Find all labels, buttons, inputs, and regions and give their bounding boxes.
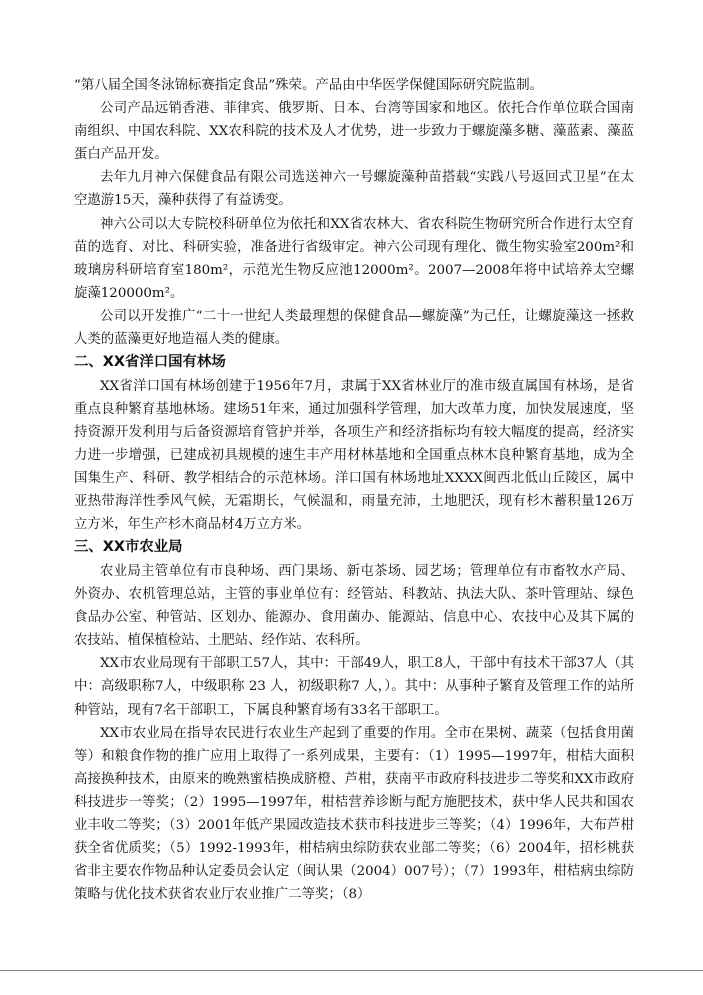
paragraph: XX省洋口国有林场创建于1956年7月，隶属于XX省林业厅的准市级直属国有林场，是省重点良种繁育基地林场。建场51年来，通过加强科学管理，加大改革力度，加快发展速度，坚持资源开发利用与后备资源培育管护并举，各项生产和经济指标均有较大幅度的提高，经济实力进一步增强，已建成初具规模的速生丰产用材林基地和全国重点林木良种繁育基地，成为全国集生产、科研、教学相结合的示范林场。洋口国有林场地址XXXX闽西北低山丘陵区，属中亚热带海洋性季风气候，无霜期长，气候温和，雨量充沛，土地肥沃，现有杉木蓄积量126万立方米，年生产杉木商品材4万立方米。: [74, 378, 634, 533]
paragraph: 神六公司以大专院校科研单位为依托和XX省农林大、省农科院生物研究所合作进行太空育苗的选育、对比、科研实验，准备进行省级审定。神六公司现有理化、微生物实验室200m²和玻璃房科研培育室180m²，示范光生物反应池12000m²。2007—2008年将中试培养太空螺旋藻120000m²。: [74, 216, 634, 301]
page-bottom-divider: [0, 970, 703, 971]
paragraph: XX市农业局在指导农民进行农业生产起到了重要的作用。全市在果树、蔬菜（包括食用菌等）和粮食作物的推广应用上取得了一系列成果，主要有：（1）1995—1997年，柑桔大面积高接换种技术，由原来的晚熟蜜桔换成脐橙、芦柑，获南平市政府科技进步二等奖和XX市政府科技进步一等奖；（2）1995—1997年，柑桔营养诊断与配方施肥技术，获中华人民共和国农业丰收二等奖；（3）2001年低产果园改造技术获市科技进步三等奖；（4）1996年，大布芦柑获全省优质奖；（5）1992-1993年，柑桔病虫综防获农业部二等奖；（6）2004年，招杉桃获省非主要农作物品种认定委员会认定（闽认果（2004）007号）；（7）1993年，柑桔病虫综防策略与优化技术获省农业厅农业推广二等奖；（8）: [74, 725, 634, 903]
document-body: [74, 74, 634, 906]
paragraph: 农业局主管单位有市良种场、西门果场、新屯茶场、园艺场；管理单位有市畜牧水产局、外资办、农机管理总站，主管的事业单位有：经管站、科教站、执法大队、茶叶管理站、绿色食品办公室、种管站、区划办、能源办、食用菌办、能源站、信息中心、农技中心及其下属的农技站、植保植检站、土肥站、经作站、农科所。: [74, 563, 634, 649]
section-heading-agriculture-bureau: 三、XX市农业局: [74, 539, 183, 556]
paragraph: 去年九月神六保健食品有限公司选送神六一号螺旋藻种苗搭载“实践八号返回式卫星”在太空遨游15天，藻种获得了有益诱变。: [74, 170, 634, 209]
paragraph: 公司产品远销香港、菲律宾、俄罗斯、日本、台湾等国家和地区。依托合作单位联合国南南组织、中国农科院、XX农科院的技术及人才优势，进一步致力于螺旋藻多糖、藻蓝素、藻蓝蛋白产品开发。: [74, 101, 634, 163]
paragraph: 公司以开发推广“二十一世纪人类最理想的保健食品—螺旋藻”为己任，让螺旋藻这一拯救人类的蓝藻更好地造福人类的健康。: [74, 308, 634, 348]
section-heading-forest-farm: 二、XX省洋口国有林场: [74, 354, 226, 371]
paragraph: “第八届全国冬泳锦标赛指定食品”殊荣。产品由中华医学保健国际研究院监制。: [74, 78, 543, 93]
paragraph: XX市农业局现有干部职工57人，其中：干部49人，职工8人，干部中有技术干部37人（其中：高级职称7人，中级职称 23 人，初级职称7 人，）。其中：从事种子繁育及管理工作的站所种管站，现有7名干部职工，下属良种繁育场有33名干部职工。: [74, 656, 634, 718]
